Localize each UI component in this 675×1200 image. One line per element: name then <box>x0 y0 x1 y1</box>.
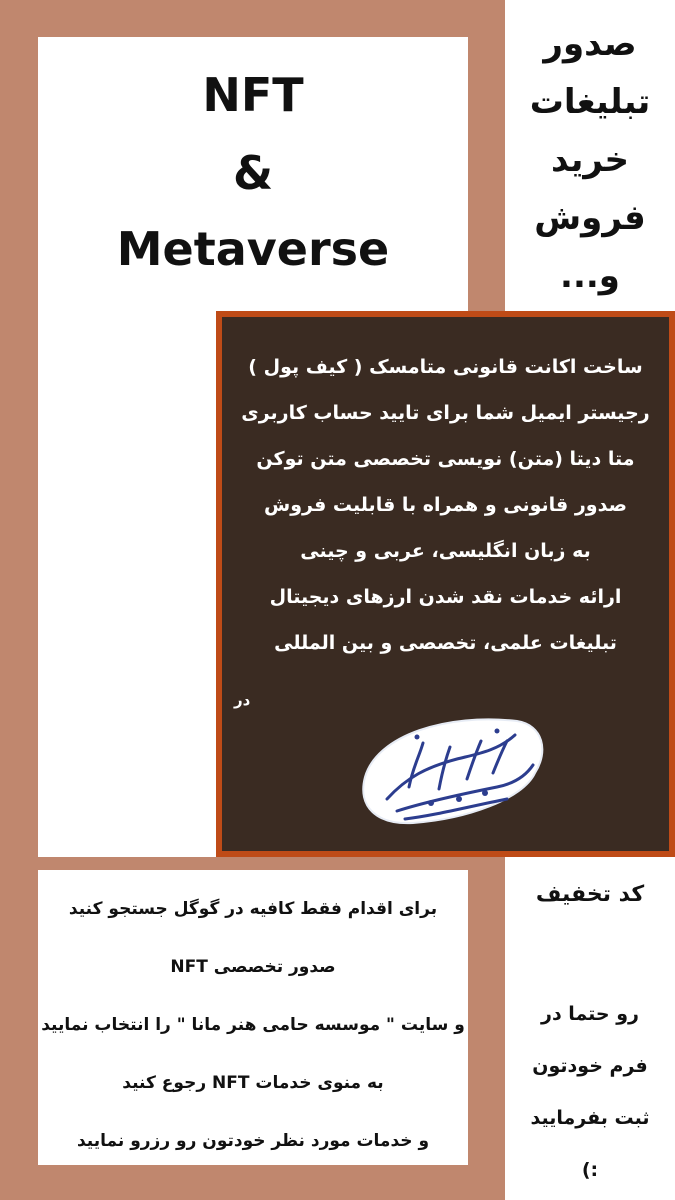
services-box-inner <box>222 317 669 851</box>
instruction-line: به منوی خدمات NFT رجوع کنید <box>122 1073 384 1093</box>
discount-note-line: :) <box>581 1159 599 1181</box>
side-word: خرید <box>550 140 630 180</box>
service-line: رجیستر ایمیل شما برای تایید حساب کاربری <box>241 402 650 424</box>
instruction-line: صدور تخصصی NFT <box>170 957 336 977</box>
service-line: ارائه خدمات نقد شدن ارزهای دیجیتال <box>269 586 622 608</box>
title-line-ampersand: & <box>232 146 274 200</box>
discount-code-title: کد تخفیف <box>535 882 645 907</box>
discount-note-line: ثبت بفرمایید <box>530 1107 650 1129</box>
calligraphy-logo <box>347 707 557 837</box>
discount-note-line: رو حتما در <box>541 1003 639 1025</box>
side-words <box>520 15 660 305</box>
side-word: فروش <box>534 198 646 238</box>
service-line: متا دیتا (متن) نویسی تخصصی متن توکن <box>256 448 635 470</box>
instructions-list <box>38 880 468 1170</box>
service-line: صدور قانونی و همراه با قابلیت فروش <box>264 494 627 516</box>
dar-label: در <box>234 691 251 709</box>
side-word: صدور <box>543 24 637 64</box>
discount-note-line: فرم خودتون <box>532 1055 648 1077</box>
discount-note <box>510 988 670 1196</box>
side-word: تبلیغات <box>529 82 651 122</box>
instruction-line: و سایت " موسسه حامی هنر مانا " را انتخاب نمایید <box>41 1015 465 1035</box>
title-line-nft: NFT <box>202 68 304 122</box>
side-word: و... <box>560 256 620 296</box>
service-line: تبلیغات علمی، تخصصی و بین المللی <box>274 632 617 654</box>
services-box <box>216 311 675 857</box>
instruction-line: و خدمات مورد نظر خودتون رو رزرو نمایید <box>76 1131 430 1151</box>
instruction-line: برای اقدام فقط کافیه در گوگل جستجو کنید <box>68 899 438 919</box>
service-line: به زبان انگلیسی، عربی و چینی <box>300 540 591 562</box>
title-line-metaverse: Metaverse <box>116 222 390 276</box>
service-line: ساخت اکانت قانونی متامسک ( کیف پول ) <box>248 356 643 378</box>
services-list <box>222 344 669 666</box>
